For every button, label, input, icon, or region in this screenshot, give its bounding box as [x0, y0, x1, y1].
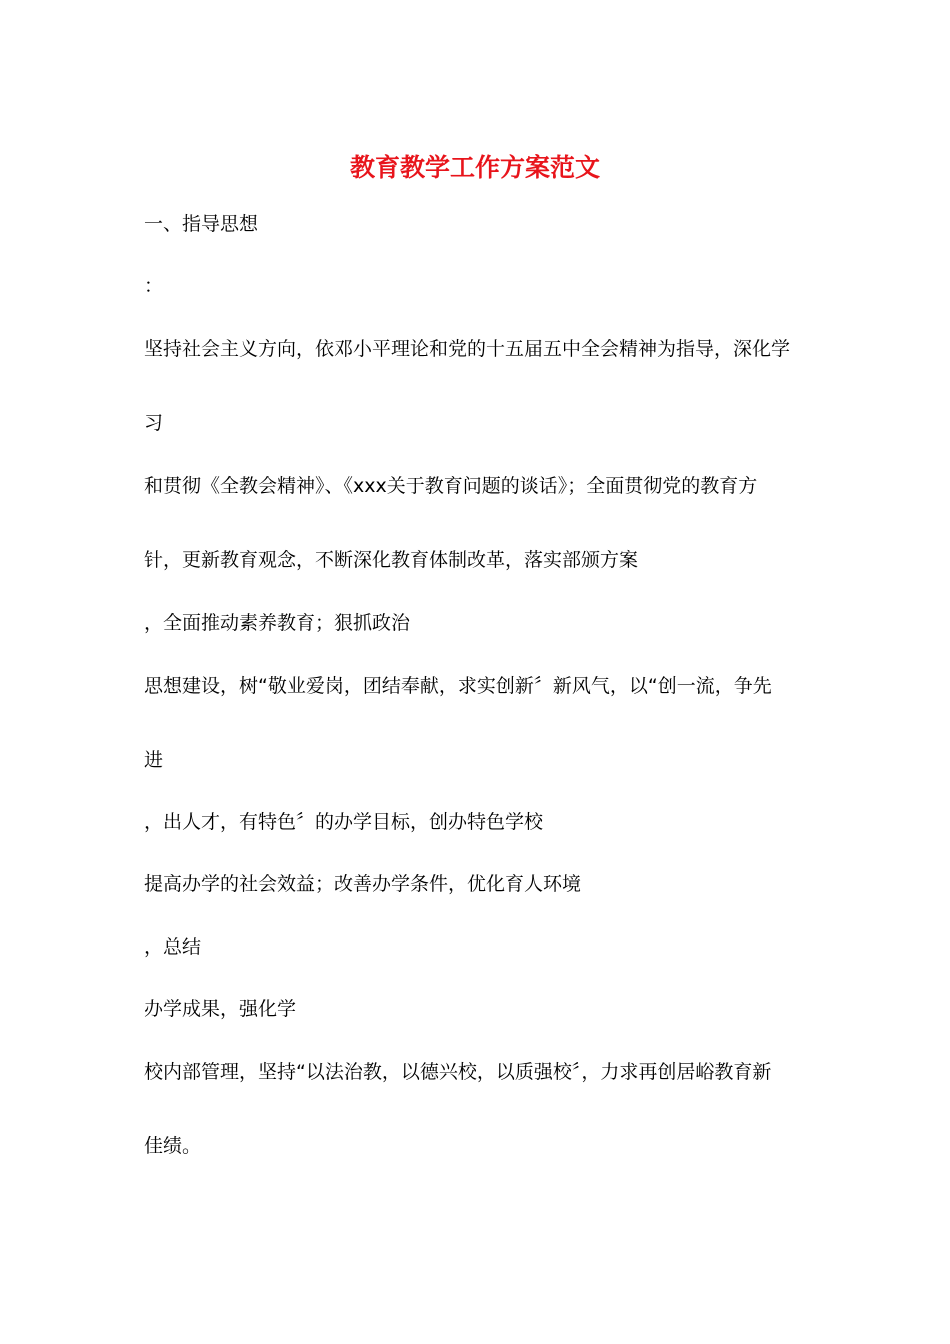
paragraph-line: ，全面推动素养教育；狠抓政治	[144, 612, 411, 634]
paragraph-line: 提高办学的社会效益；改善办学条件，优化育人环境	[144, 873, 582, 895]
paragraph-line: 思想建设，树“敬业爱岗，团结奉献，求实创新〞新风气，以“创一流，争先	[144, 675, 772, 697]
paragraph-line: 办学成果，强化学	[144, 998, 297, 1020]
paragraph-line: 坚持社会主义方向，依邓小平理论和党的十五届五中全会精神为指导，深化学	[144, 338, 791, 360]
paragraph-line: ，总结	[144, 936, 202, 958]
document-title: 教育教学工作方案范文	[349, 153, 600, 182]
paragraph-line: ：	[144, 275, 164, 297]
paragraph-line: 针，更新教育观念，不断深化教育体制改革，落实部颁方案	[144, 549, 639, 571]
paragraph-line: ，出人才，有特色〞的办学目标，创办特色学校	[144, 811, 544, 833]
paragraph-line: 校内部管理，坚持“以法治教，以德兴校，以质强校〞，力求再创居峪教育新	[144, 1061, 772, 1083]
paragraph-line: 习	[144, 412, 164, 434]
section-heading: 一、指导思想	[144, 213, 259, 235]
paragraph-line: 和贯彻《全教会精神》、《xxx关于教育问题的谈话》；全面贯彻党的教育方	[144, 475, 758, 497]
paragraph-line: 进	[144, 749, 164, 771]
paragraph-line: 佳绩。	[144, 1135, 202, 1157]
